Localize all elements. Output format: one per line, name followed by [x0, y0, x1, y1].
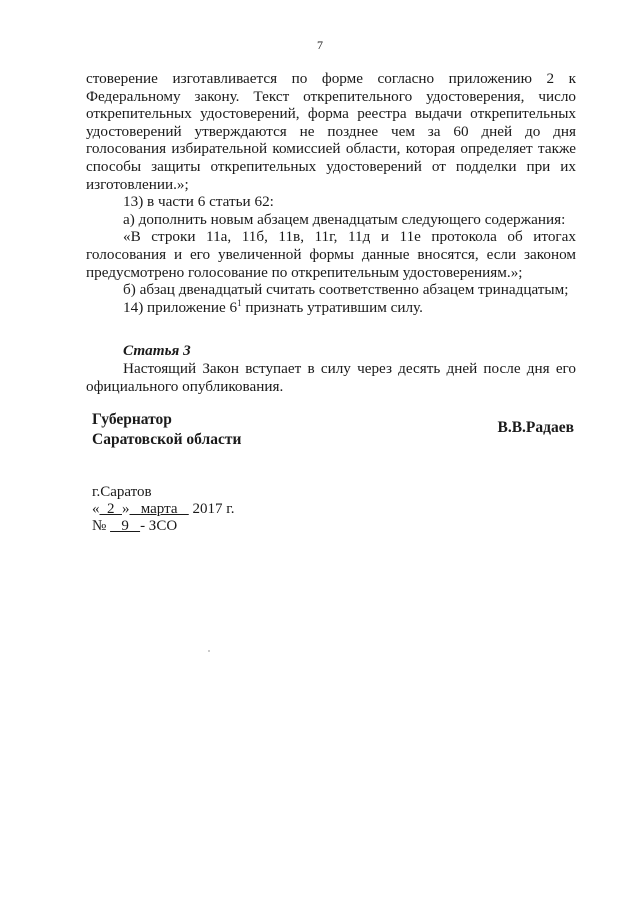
law-number: 9	[110, 518, 141, 534]
number-suffix: - ЗСО	[140, 518, 178, 534]
item-14-text-end: признать утратившим силу.	[241, 298, 423, 316]
paragraph-subitem-b: б) абзац двенадцатый считать соответственно абзацем тринадцатым;	[123, 281, 569, 299]
paragraph-continuation: стоверение изготавливается по форме согласно приложению 2 к Федеральному закону. Текст открепительного удостоверения, число открепительных удостоверений, форма реестра выдачи открепительных удостоверений утверждаются не позднее чем за 60 дней до дня голосования избирательной комиссией области, которая определяет также способы защиты открепительных удостоверений от подделки при их изготовлении.»;	[86, 70, 576, 193]
paragraph-item-13: 13) в части 6 статьи 62:	[123, 193, 274, 211]
date-open-quote: «	[92, 501, 100, 517]
document-body	[86, 70, 576, 395]
item-14-text-start: 14) приложение 6	[123, 298, 238, 316]
article-heading: Статья 3	[123, 342, 191, 360]
paragraph-item-14	[86, 299, 576, 317]
page-number: 7	[317, 38, 323, 52]
signature-title-line2: Саратовской области	[92, 431, 242, 448]
item-14-superscript: 1	[237, 297, 242, 308]
article-text: Настоящий Закон вступает в силу через десять дней после дня его официального опубликования.	[86, 359, 576, 395]
date-day: 2	[99, 501, 122, 517]
paragraph-quote: «В строки 11а, 11б, 11в, 11г, 11д и 11е протокола об итогах голосования и его увеличенной формы данные вносятся, если законом предусмотрено голосование по открепительным удостоверениям.»;	[86, 228, 576, 281]
number-prefix: №	[92, 518, 111, 534]
scan-speck	[208, 650, 210, 652]
date-close-quote: »	[122, 501, 130, 517]
paragraph-subitem-a: а) дополнить новым абзацем двенадцатым следующего содержания:	[123, 210, 566, 228]
number-line	[92, 518, 234, 535]
signature-name: В.В.Радаев	[497, 419, 574, 436]
signature-title-line1: Губернатор	[92, 411, 172, 428]
signature-block	[92, 410, 582, 450]
city: г.Саратов	[92, 484, 152, 500]
date-line	[92, 501, 234, 518]
date-year: 2017 г.	[188, 501, 235, 517]
date-month: марта	[129, 501, 189, 517]
place-date-block	[92, 484, 234, 535]
